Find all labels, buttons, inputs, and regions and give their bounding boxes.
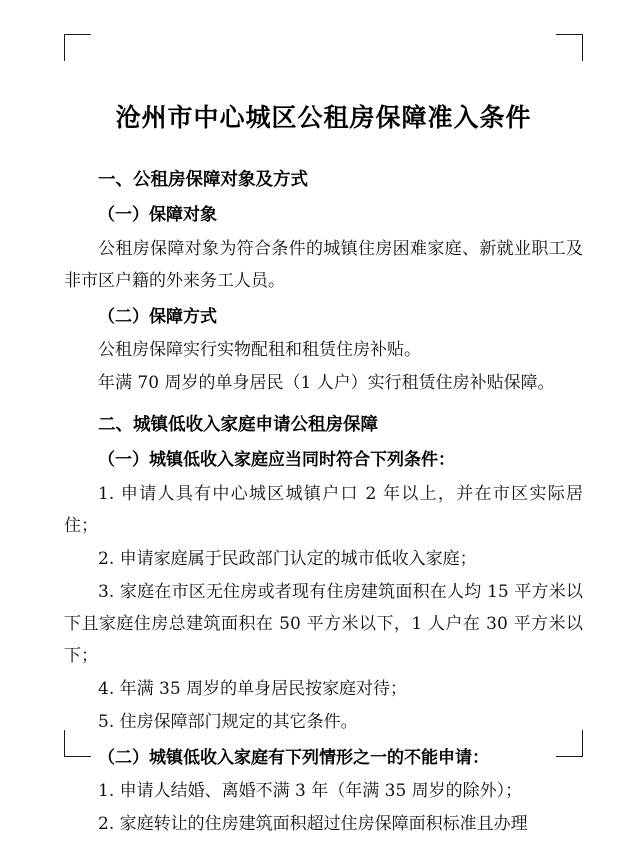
subsection-heading: （二）保障方式 <box>98 306 217 327</box>
list-item: 4. 年满 35 周岁的单身居民按家庭对待； <box>98 678 408 699</box>
page-title: 沧州市中心城区公租房保障准入条件 <box>115 103 532 132</box>
section-heading: 二、城镇低收入家庭申请公租房保障 <box>98 415 378 436</box>
list-item: 2. 家庭转让的住房建筑面积超过住房保障面积标准且办理 <box>98 813 528 834</box>
list-item: 3. 家庭在市区无住房或者现有住房建筑面积在人均 15 平方米以下且家庭住房总建筑面积在 50 平方米以下，1 人户在 30 平方米以下； <box>64 581 583 666</box>
paragraph: 年满 70 周岁的单身居民（1 人户）实行租赁住房补贴保障。 <box>98 373 555 394</box>
document-body <box>64 56 583 834</box>
list-item: 2. 申请家庭属于民政部门认定的城市低收入家庭； <box>98 548 477 569</box>
list-item: 5. 住房保障部门规定的其它条件。 <box>98 711 358 732</box>
subsection-heading: （二）城镇低收入家庭有下列情形之一的不能申请： <box>98 747 489 768</box>
subsection-heading: （一）保障对象 <box>98 205 217 226</box>
subsection-heading: （一）城镇低收入家庭应当同时符合下列条件： <box>98 450 455 471</box>
section-heading: 一、公租房保障对象及方式 <box>98 170 308 190</box>
list-item: 1. 申请人具有中心城区城镇户口 2 年以上，并在市区实际居住； <box>64 483 583 536</box>
list-item: 1. 申请人结婚、离婚不满 3 年（年满 35 周岁的除外）； <box>98 780 523 801</box>
paragraph: 公租房保障实行实物配租和租赁住房补贴。 <box>98 340 421 361</box>
paragraph: 公租房保障对象为符合条件的城镇住房困难家庭、新就业职工及非市区户籍的外来务工人员。 <box>64 238 583 291</box>
